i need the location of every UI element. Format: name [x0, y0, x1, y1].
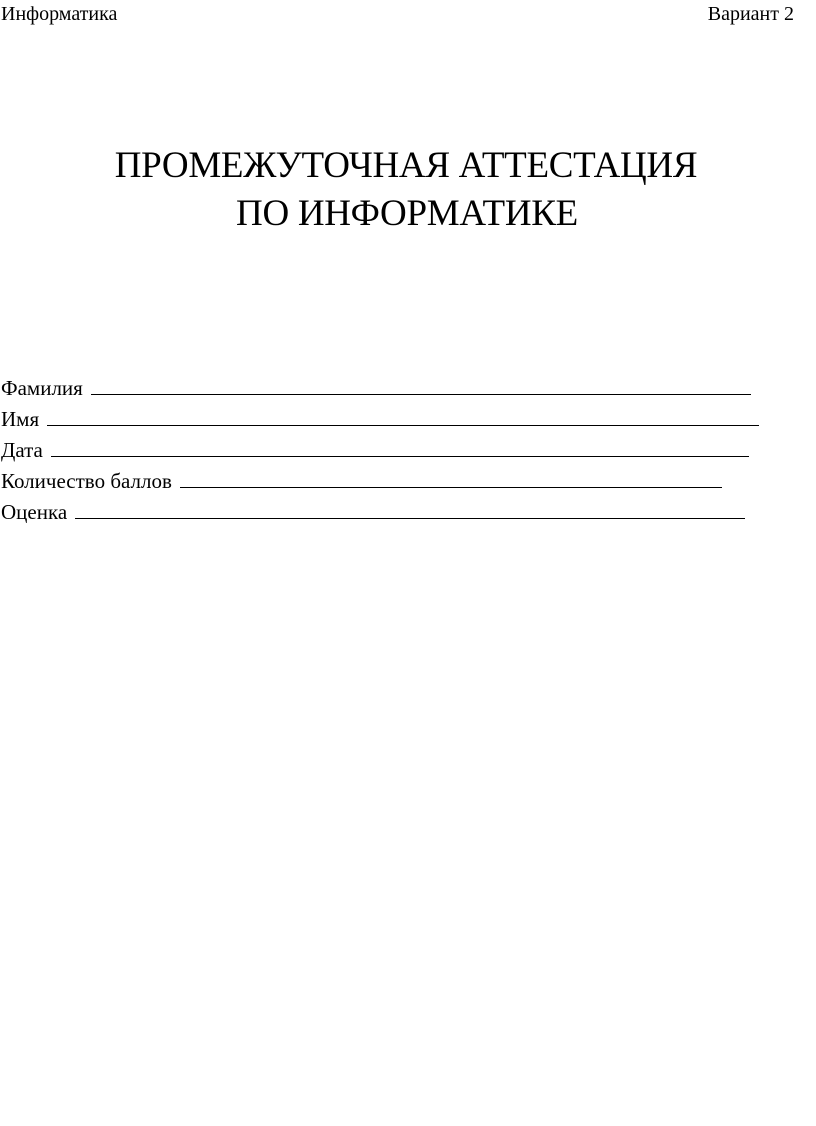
score-blank-line[interactable]	[180, 487, 722, 488]
surname-label: Фамилия	[1, 376, 83, 400]
field-row-name	[1, 401, 781, 432]
score-label: Количество баллов	[1, 469, 172, 493]
title-line-1: ПРОМЕЖУТОЧНАЯ АТТЕСТАЦИЯ	[114, 145, 698, 186]
header-variant: Вариант 2	[707, 3, 794, 25]
grade-blank-line[interactable]	[75, 518, 745, 519]
field-row-date	[1, 432, 781, 463]
name-label: Имя	[1, 407, 40, 431]
student-info-form	[1, 370, 781, 525]
field-row-grade	[1, 494, 781, 525]
date-label: Дата	[1, 438, 43, 462]
title-line-2: ПО ИНФОРМАТИКЕ	[236, 193, 578, 234]
page-title	[0, 142, 816, 238]
name-blank-line[interactable]	[47, 425, 759, 426]
field-row-surname	[1, 370, 781, 401]
surname-blank-line[interactable]	[91, 394, 751, 395]
field-row-score	[1, 463, 781, 494]
grade-label: Оценка	[1, 500, 68, 524]
header-subject: Информатика	[1, 3, 118, 25]
date-blank-line[interactable]	[51, 456, 749, 457]
